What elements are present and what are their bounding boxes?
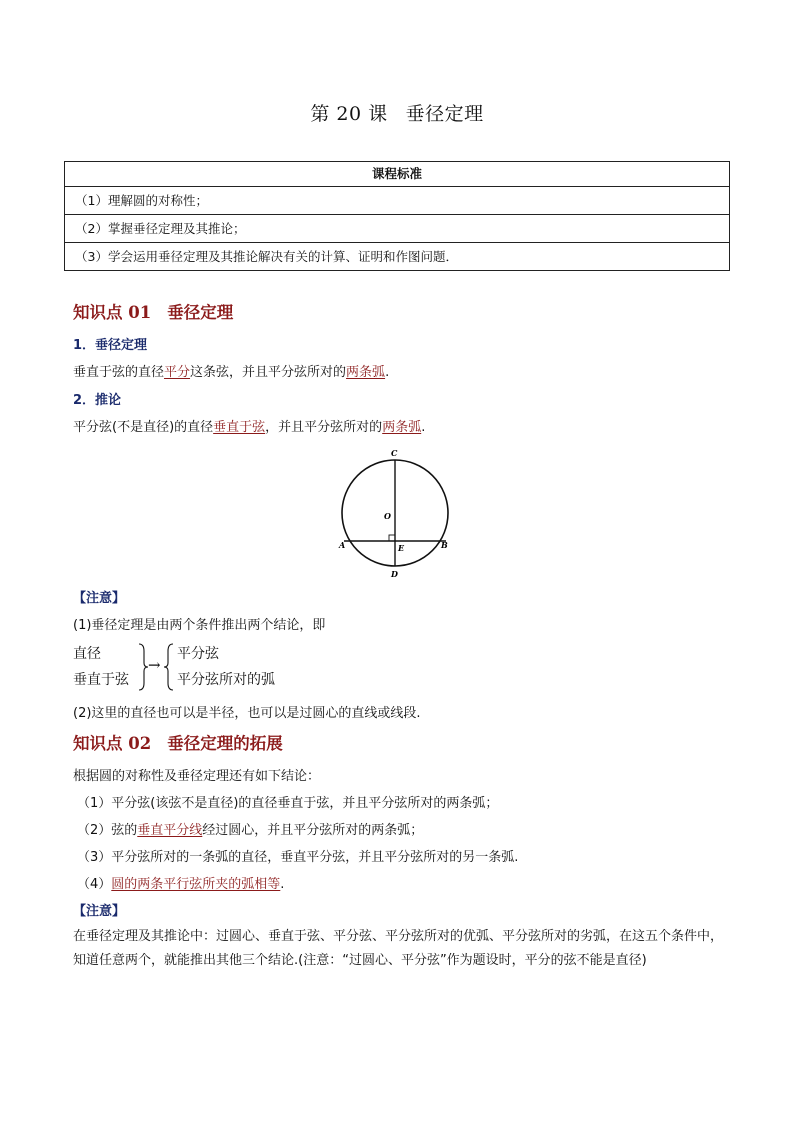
note-label-2: 【注意】 — [73, 904, 126, 919]
label-B: B — [441, 540, 448, 550]
conclusion-bisect-arc: 平分弦所对的弧 — [177, 672, 275, 688]
extension-item-4: （4）圆的两条平行弦所夹的弧相等. — [77, 877, 285, 892]
conditions-diagram — [73, 641, 333, 693]
label-O: O — [384, 511, 391, 521]
circle-diagram — [330, 445, 460, 583]
standards-item: （2）掌握垂径定理及其推论； — [65, 214, 729, 242]
extension-item-3: （3）平分弦所对的一条弧的直径，垂直平分弦，并且平分弦所对的另一条弧. — [77, 850, 519, 865]
note-text-2: 在垂径定理及其推论中：过圆心、垂直于弦、平分弦、平分弦所对的优弧、平分弦所对的劣弧，在这五个条件中，知道任意两个，就能推出其他三个结论.(注意：“过圆心、平分弦”作为题设时，平分的弦不能是直径) — [73, 929, 724, 968]
standards-item: （3）学会运用垂径定理及其推论解决有关的计算、证明和作图问题． — [65, 242, 729, 270]
label-A: A — [339, 540, 346, 550]
corollary-text: 平分弦(不是直径)的直径垂直于弦，并且平分弦所对的两条弧. — [73, 420, 426, 435]
note-label-1: 【注意】 — [73, 591, 126, 606]
right-angle-mark — [389, 535, 395, 541]
label-E: E — [398, 543, 405, 553]
section-title-1: 知识点 01 垂径定理 — [73, 303, 234, 322]
lesson-topic: 垂径定理 — [405, 103, 484, 125]
standards-item: （1）理解圆的对称性； — [75, 193, 208, 208]
course-standards-table — [64, 161, 730, 271]
condition-perpendicular: 垂直于弦 — [73, 672, 129, 688]
note2-text: (2)这里的直径也可以是半径，也可以是过圆心的直线或线段. — [73, 706, 421, 721]
section-title-2: 知识点 02 垂径定理的拓展 — [73, 734, 283, 753]
extension-item-1: （1）平分弦(该弦不是直径)的直径垂直于弦，并且平分弦所对的两条弧； — [77, 796, 499, 811]
condition-diameter: 直径 — [73, 646, 101, 662]
page-title — [0, 99, 794, 126]
arrow-icon: → — [148, 656, 161, 674]
label-C: C — [391, 448, 398, 458]
standards-header: 课程标准 — [65, 162, 729, 187]
label-D: D — [391, 569, 398, 579]
note1-text: (1)垂径定理是由两个条件推出两个结论，即 — [73, 618, 326, 633]
section2-intro: 根据圆的对称性及垂径定理还有如下结论： — [73, 769, 321, 784]
extension-item-2: （2）弦的垂直平分线经过圆心，并且平分弦所对的两条弧； — [77, 823, 424, 838]
lesson-number: 第 20 课 — [310, 103, 388, 125]
theorem-text: 垂直于弦的直径平分这条弦，并且平分弦所对的两条弧. — [73, 365, 390, 380]
subsection-corollary: 2．推论 — [73, 393, 122, 408]
conclusion-bisect-chord: 平分弦 — [177, 646, 219, 662]
subsection-theorem: 1．垂径定理 — [73, 338, 148, 353]
